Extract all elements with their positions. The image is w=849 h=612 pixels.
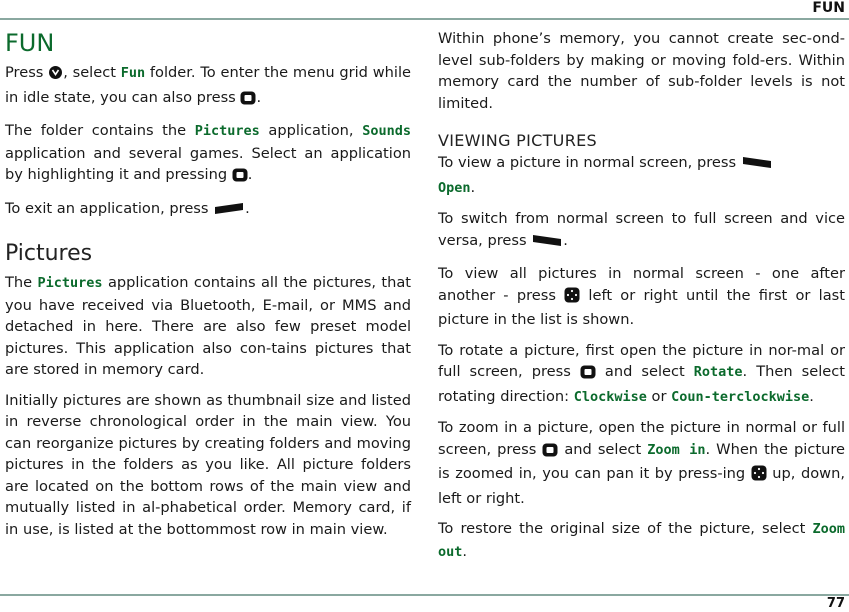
text: . When the picture is zoomed in, you can pan it by press-ing: [438, 440, 846, 482]
soft-key-icon: [741, 155, 773, 177]
keyword: Coun-terclockwise: [671, 388, 810, 405]
paragraph: Initially pictures are shown as thumbnail size and listed in reverse chronological order in the main view. You can reorganize pictures by creating folders and moving pictures in the folders as you like. All picture folders are located on the bottom rows of the main view and mutually listed in al-phabetical order. Memory card, if in use, is listed at the bottommost row in main view.: [5, 391, 411, 538]
text: .: [245, 199, 250, 217]
select-key-icon: [240, 90, 256, 112]
keyword: Pictures: [194, 123, 260, 139]
text: . Then select rotating direction:: [438, 363, 845, 405]
text: .: [256, 88, 262, 106]
keyword: Fun: [120, 65, 146, 81]
select-key-icon: [232, 167, 248, 189]
paragraph: [438, 152, 845, 199]
header-rule: [0, 18, 849, 20]
paragraph: [5, 198, 411, 223]
footer-rule: [0, 594, 849, 596]
text: The: [5, 274, 38, 291]
nav-key-icon: [564, 287, 580, 310]
keyword: Sounds: [362, 123, 411, 139]
running-header: FUN: [812, 0, 845, 16]
keyword: Clockwise: [573, 388, 647, 405]
menu-key-icon: [48, 65, 63, 87]
text: To view a picture in normal screen, press: [438, 154, 741, 171]
text: .: [470, 178, 476, 196]
paragraph: [5, 120, 411, 189]
left-column: [5, 28, 411, 549]
paragraph: [438, 340, 845, 409]
text: , select: [63, 64, 121, 81]
text: left or right until the first or last picture in the list is shown.: [438, 286, 845, 328]
text: .: [809, 387, 814, 405]
subsection-heading: VIEWING PICTURES: [438, 131, 597, 150]
text: .: [247, 166, 253, 183]
keyword: Pictures: [37, 275, 103, 291]
select-key-icon: [580, 364, 596, 386]
page-number: 77: [826, 596, 845, 611]
keyword: Zoom in: [647, 441, 706, 458]
paragraph: [438, 208, 845, 254]
text: To zoom in a picture, open the picture in normal or full screen, press: [438, 419, 845, 458]
text: To restore the original size of the picture, select: [438, 520, 813, 537]
select-key-icon: [542, 442, 558, 464]
paragraph: [5, 62, 411, 111]
text: To exit an application, press: [5, 199, 214, 217]
text: Press: [5, 64, 49, 81]
soft-key-icon: [531, 233, 563, 255]
text: The folder contains the: [5, 122, 195, 139]
text: or: [646, 387, 672, 405]
right-column: [438, 28, 845, 572]
text: and select: [595, 363, 694, 380]
text: To rotate a picture, first open the picture in nor-mal or full screen, press: [438, 341, 845, 380]
text: and select: [558, 440, 648, 458]
section-title: FUN: [5, 29, 55, 57]
paragraph: [438, 417, 845, 509]
soft-key-icon: [213, 201, 245, 223]
keyword: Zoom out: [438, 521, 845, 560]
text: folder. To enter the menu grid while in idle state, you can also press: [5, 64, 411, 106]
nav-key-icon: [751, 465, 767, 488]
text: .: [563, 231, 568, 249]
text: To switch from normal screen to full screen and vice versa, press: [438, 210, 845, 249]
keyword: Open: [438, 179, 471, 196]
paragraph: [5, 272, 411, 381]
text: .: [462, 542, 468, 560]
keyword: Rotate: [693, 364, 743, 380]
paragraph: Within phone’s memory, you cannot create sec-ond-level sub-folders by making or moving fold-ers. Within memory card the number of sub-folder levels is not limited.: [438, 30, 845, 112]
paragraph: [438, 263, 845, 331]
paragraph: [438, 518, 845, 563]
text: application,: [259, 122, 363, 139]
section-heading: Pictures: [5, 241, 93, 266]
text: up, down, left or right.: [438, 465, 846, 507]
text: To view all pictures in normal screen - one after another - press: [438, 265, 845, 304]
text: application contains all the pictures, that you have received via Bluetooth, E-mail, or MMS and detached in here. There are also few preset model pictures. This application also con-tains pictures that are stored in memory card.: [5, 274, 411, 378]
text: application and several games. Select an application by highlighting it and pressing: [5, 144, 411, 183]
